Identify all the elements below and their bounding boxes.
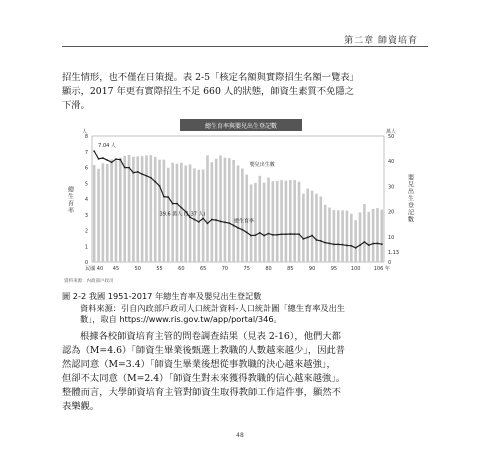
x-tick-label: 60 — [178, 266, 185, 272]
point-fertility — [255, 234, 257, 236]
point-fertility — [176, 203, 178, 205]
x-tick-label: 65 — [199, 266, 207, 272]
bar-births — [119, 158, 122, 262]
bar-births — [102, 163, 105, 262]
chart-annotation: 1.13 — [387, 250, 399, 257]
bar-births — [263, 183, 266, 262]
bar-births — [258, 176, 261, 262]
point-fertility — [294, 233, 296, 235]
bar-births — [237, 165, 240, 262]
chart-annotation: 嬰兒出生數 — [249, 161, 275, 168]
y-right-unit: 萬人 — [386, 129, 397, 135]
point-fertility — [268, 233, 270, 235]
paragraph-line: 下滑。 — [62, 100, 90, 111]
bar-births — [359, 212, 362, 262]
bar-births — [341, 210, 344, 262]
y-right-tick-label: 0 — [388, 260, 392, 266]
bar-births — [232, 160, 235, 262]
paragraph-line: 招生情形，也不僅在日策提。表 2-5「核定名額與實際招生名額一覽表」 — [62, 72, 359, 83]
point-fertility — [342, 244, 344, 246]
point-fertility — [133, 172, 135, 174]
bar-births — [298, 182, 301, 262]
bar-births — [110, 159, 113, 262]
figure-caption — [62, 291, 424, 326]
y-right-tick-label: 30 — [388, 184, 395, 191]
bar-births — [367, 212, 370, 262]
point-fertility — [263, 235, 265, 237]
point-fertility — [363, 241, 365, 243]
y-left-tick-label: 2 — [84, 228, 88, 235]
x-tick-label: 90 — [308, 266, 316, 272]
point-fertility — [320, 240, 322, 242]
bar-births — [106, 164, 109, 262]
x-tick-label: 100 — [350, 266, 361, 272]
chart-annotation: 7.04 人 — [98, 143, 116, 150]
point-fertility — [141, 173, 143, 175]
point-fertility — [180, 207, 182, 209]
bar-births — [150, 155, 153, 262]
point-fertility — [359, 244, 361, 246]
bar-births — [128, 155, 131, 262]
point-fertility — [102, 157, 104, 159]
point-fertility — [128, 167, 130, 169]
point-fertility — [241, 229, 243, 231]
x-tick-label: 民國 40 — [85, 266, 104, 272]
point-fertility — [237, 227, 239, 229]
point-fertility — [311, 235, 313, 237]
point-fertility — [381, 243, 383, 245]
bar-births — [324, 205, 327, 262]
running-header: 第二章 師資培育 — [344, 36, 418, 46]
bar-births — [337, 210, 340, 262]
point-fertility — [111, 161, 113, 163]
bar-births — [206, 155, 209, 262]
bar-births — [302, 194, 305, 262]
point-fertility — [224, 221, 226, 223]
point-fertility — [202, 217, 204, 219]
point-fertility — [98, 158, 100, 160]
point-fertility — [272, 234, 274, 236]
point-fertility — [194, 219, 196, 221]
bar-births — [315, 194, 318, 262]
point-fertility — [246, 231, 248, 233]
bar-births — [381, 210, 384, 262]
y-left-tick-label: 3 — [84, 212, 88, 219]
y-left-tick-label: 8 — [84, 134, 88, 140]
bar-births — [215, 159, 218, 262]
paragraph-line: 整體而言，大學師資培育主管對師資生取得教師工作這件事，顯然不 — [62, 387, 341, 398]
y-left-tick-label: 7 — [84, 149, 88, 156]
point-fertility — [333, 243, 335, 245]
point-fertility — [372, 243, 374, 245]
y-left-tick-label: 6 — [84, 165, 88, 172]
point-fertility — [298, 233, 300, 235]
point-fertility — [233, 225, 235, 227]
point-fertility — [124, 167, 126, 169]
y-left-tick-label: 5 — [84, 181, 88, 188]
point-fertility — [198, 221, 200, 223]
bar-births — [289, 180, 292, 262]
chart-annotation: 總生育率 — [234, 218, 255, 225]
y-left-axis-label: 總生育率 — [66, 186, 74, 214]
bar-births — [241, 169, 244, 262]
figure-source-line: 資料來源：引自內政部戶政司人口統計資料-人口統計圖「總生育率及出生 — [80, 302, 345, 313]
point-fertility — [167, 196, 169, 198]
bar-births — [311, 191, 314, 262]
point-fertility — [172, 203, 174, 205]
y-right-tick-label: 50 — [388, 134, 395, 140]
y-left-tick-label: 4 — [84, 197, 88, 203]
bar-births — [276, 181, 279, 262]
y-left-unit: 人 — [82, 129, 88, 135]
bar-births — [333, 210, 336, 262]
paragraph-line: 認為（M=4.6）「師資生畢業後甄選上教職的人數越來越少」，因此普 — [62, 345, 346, 356]
point-fertility — [350, 245, 352, 247]
chart-source-note: 資料來源：內政部戶政司 — [64, 279, 114, 284]
point-fertility — [146, 175, 148, 177]
point-fertility — [324, 242, 326, 244]
x-tick-label: 75 — [243, 266, 250, 272]
y-right-tick-label: 20 — [388, 209, 395, 216]
point-fertility — [159, 185, 161, 187]
x-tick-label: 80 — [265, 266, 272, 272]
point-fertility — [337, 243, 339, 245]
bar-births — [219, 155, 222, 262]
point-fertility — [285, 233, 287, 235]
bar-births — [372, 209, 375, 262]
bar-births — [363, 204, 366, 262]
point-fertility — [259, 232, 261, 234]
y-left-tick-label: 0 — [84, 260, 88, 266]
paragraph-survey — [62, 330, 422, 414]
point-fertility — [281, 233, 283, 235]
point-fertility — [93, 150, 95, 152]
x-tick-label: 45 — [112, 266, 120, 272]
bar-births — [254, 183, 257, 262]
bar-births — [115, 160, 118, 262]
bar-births — [97, 169, 100, 262]
x-tick-label: 85 — [287, 266, 294, 272]
bar-births — [145, 155, 148, 262]
bar-births — [228, 158, 231, 262]
birth-rate-chart — [62, 114, 420, 286]
paragraph-intro — [62, 71, 422, 113]
bar-births — [320, 196, 323, 262]
point-fertility — [307, 237, 309, 239]
paragraph-line: 然認同意（M=3.4）「師資生畢業後想從事教職的決心越來越強」， — [62, 359, 336, 370]
bar-births — [267, 178, 270, 262]
bar-births — [306, 189, 309, 262]
point-fertility — [250, 235, 252, 237]
chart-title: 總生育率與嬰兒出生登記數 — [204, 123, 278, 130]
bar-births — [350, 214, 353, 262]
point-fertility — [329, 243, 331, 245]
bar-births — [285, 181, 288, 262]
point-fertility — [119, 159, 121, 161]
point-fertility — [316, 239, 318, 241]
bar-births — [354, 220, 357, 262]
y-right-tick-label: 10 — [388, 234, 395, 241]
point-fertility — [154, 181, 156, 183]
point-fertility — [276, 234, 278, 236]
point-fertility — [106, 159, 108, 161]
bar-births — [346, 211, 349, 262]
y-left-tick-label: 1 — [84, 244, 88, 251]
page-number: 48 — [236, 432, 244, 439]
chart-annotation: 39.6 萬人 (1,37 人) — [159, 211, 206, 218]
x-tick-label: 70 — [221, 266, 229, 272]
figure-caption-title: 圖 2-2 我國 1951-2017 年總生育率及嬰兒出生登記數 — [62, 291, 262, 301]
bar-births — [93, 165, 96, 262]
birth-rate-figure — [62, 114, 420, 286]
x-tick-label: 55 — [156, 266, 163, 272]
y-right-tick-label: 40 — [388, 159, 395, 166]
bar-births — [154, 157, 157, 262]
bar-births — [224, 158, 227, 262]
bar-births — [280, 180, 283, 262]
bar-births — [328, 208, 331, 262]
paragraph-line: 根據各校師資培育主管的問卷調查結果（見表 2-16），他們大都 — [80, 331, 341, 342]
point-fertility — [289, 233, 291, 235]
bar-births — [293, 180, 296, 262]
point-fertility — [368, 244, 370, 246]
point-fertility — [346, 245, 348, 247]
point-fertility — [163, 196, 165, 198]
point-fertility — [211, 219, 213, 221]
bar-births — [272, 181, 275, 262]
point-fertility — [355, 247, 357, 249]
point-fertility — [215, 219, 217, 221]
paragraph-line: 但卻不太同意（M=2.4）「師資生對未來獲得教職的信心越來越強」。 — [62, 373, 346, 384]
bar-births — [123, 156, 126, 262]
figure-source-line: 數」，取自 https://www.ris.gov.tw/app/portal/346。 — [80, 314, 282, 324]
x-tick-label: 95 — [330, 266, 338, 272]
point-fertility — [150, 177, 152, 179]
bar-births — [211, 162, 214, 262]
point-fertility — [207, 223, 209, 225]
point-fertility — [220, 220, 222, 222]
paragraph-line: 表樂觀。 — [62, 401, 100, 412]
header-rule — [62, 46, 428, 47]
point-fertility — [228, 222, 230, 224]
paragraph-line: 顯示，2017 年更有實際招生不足 660 人的狀態，師資生素質不免隱之 — [62, 86, 354, 97]
y-right-axis-label: 嬰兒出生登記數 — [406, 174, 414, 223]
point-fertility — [115, 158, 117, 160]
bar-births — [141, 156, 144, 262]
point-fertility — [377, 243, 379, 245]
bar-births — [376, 208, 379, 262]
x-tick-label: 50 — [134, 266, 141, 272]
point-fertility — [137, 171, 139, 173]
point-fertility — [302, 238, 304, 240]
x-tick-label: 106 年 — [373, 266, 390, 272]
